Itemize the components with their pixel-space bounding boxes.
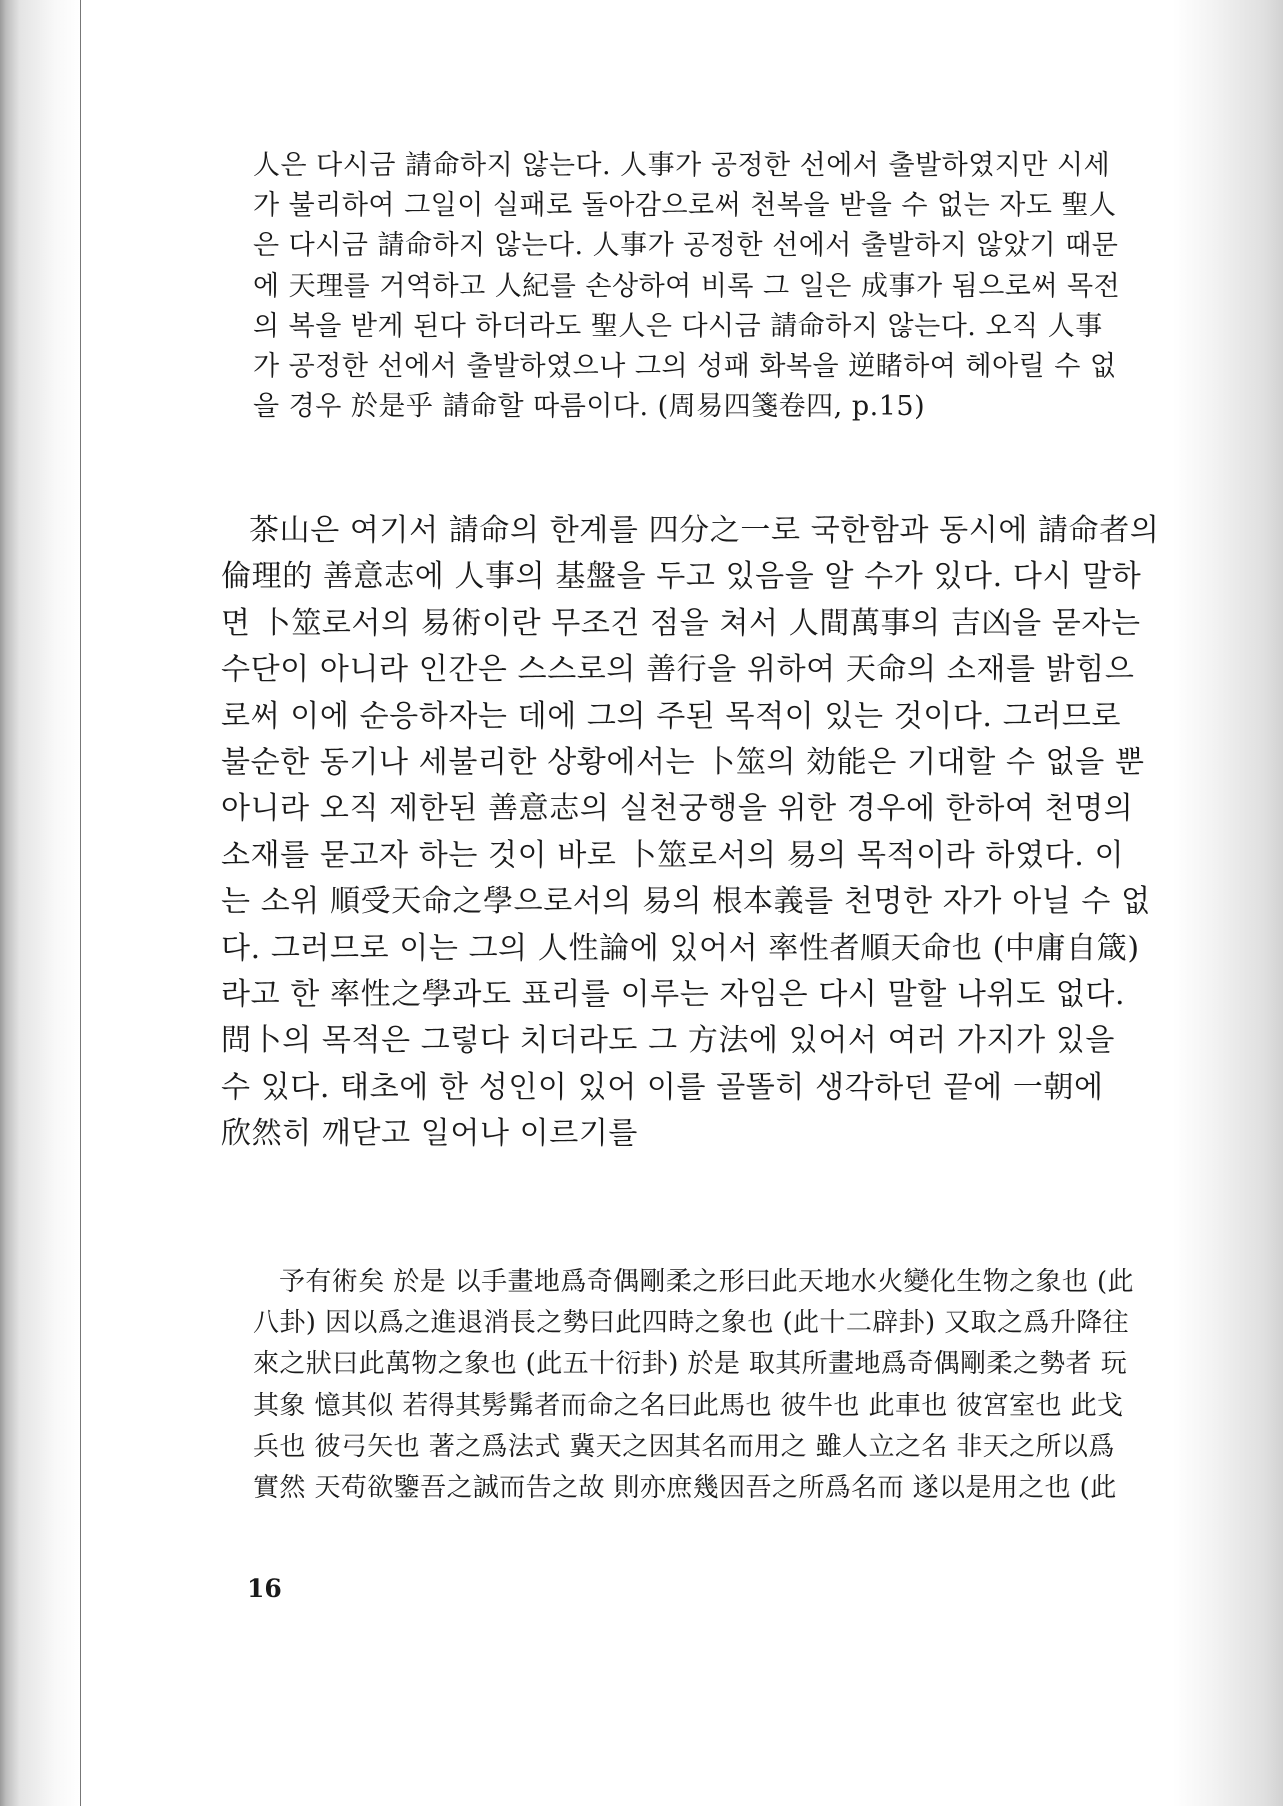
paragraph-line: 茶山은 여기서 請命의 한계를 四分之一로 국한함과 동시에 請命者의 <box>249 513 1160 548</box>
paragraph-line: 欣然히 깨닫고 일어나 이르기를 <box>221 1116 638 1152</box>
paragraph-line: 問卜의 목적은 그렇다 치더라도 그 方法에 있어서 여러 가지가 있을 <box>221 1023 1115 1059</box>
indented-quote-korean <box>253 146 1120 427</box>
quote-line: 에 天理를 거역하고 人紀를 손상하여 비록 그 일은 成事가 됨으로써 목전 <box>253 270 1121 302</box>
quote-line: 가 공정한 선에서 출발하였으나 그의 성패 화복을 逆睹하여 헤아릴 수 없 <box>253 351 1117 383</box>
document-page <box>80 0 1174 1806</box>
paragraph-line: 면 卜筮로서의 易術이란 무조건 점을 쳐서 人間萬事의 吉凶을 묻자는 <box>221 605 1141 641</box>
quote-line: 八卦) 因以爲之進退消長之勢曰此四時之象也 (此十二辟卦) 又取之爲升降往 <box>253 1308 1130 1339</box>
body-paragraph <box>221 508 1159 1158</box>
paragraph-line: 라고 한 率性之學과도 표리를 이루는 자임은 다시 말할 나위도 없다. <box>221 977 1126 1013</box>
quote-line: 來之狀曰此萬物之象也 (此五十衍卦) 於是 取其所畫地爲奇偶剛柔之勢者 玩 <box>253 1349 1128 1380</box>
quote-line: 의 복을 받게 된다 하더라도 聖人은 다시금 請命하지 않는다. 오직 人事 <box>253 310 1103 342</box>
quote-line: 予有術矣 於是 以手畫地爲奇偶剛柔之形曰此天地水火變化生物之象也 (此 <box>279 1267 1134 1297</box>
right-edge-shadow <box>1173 0 1283 1806</box>
binding-gutter-shadow <box>0 0 80 1806</box>
paragraph-line: 아니라 오직 제한된 善意志의 실천궁행을 위한 경우에 한하여 천명의 <box>221 791 1134 827</box>
page-number: 16 <box>247 1574 282 1603</box>
paragraph-line: 불순한 동기나 세불리한 상황에서는 卜筮의 効能은 기대할 수 없을 뿐 <box>221 745 1145 781</box>
paragraph-line: 다. 그러므로 이는 그의 人性論에 있어서 率性者順天命也 (中庸自箴) <box>221 930 1140 966</box>
quote-line: 가 불리하여 그일이 실패로 돌아감으로써 천복을 받을 수 없는 자도 聖人 <box>253 190 1117 222</box>
paragraph-line: 수단이 아니라 인간은 스스로의 善行을 위하여 天命의 소재를 밝힘으 <box>221 652 1135 688</box>
quote-line: 을 경우 於是乎 請命할 따름이다. (周易四箋卷四, p.15) <box>253 391 926 423</box>
quote-line: 人은 다시금 請命하지 않는다. 人事가 공정한 선에서 출발하였지만 시세 <box>253 150 1111 181</box>
paragraph-line: 倫理的 善意志에 人事의 基盤을 두고 있음을 알 수가 있다. 다시 말하 <box>221 559 1142 595</box>
paragraph-line: 는 소위 順受天命之學으로서의 易의 根本義를 천명한 자가 아닐 수 없 <box>221 884 1151 920</box>
quote-line: 은 다시금 請命하지 않는다. 人事가 공정한 선에서 출발하지 않았기 때문 <box>253 230 1119 262</box>
quote-line: 實然 天苟欲鑒吾之誠而告之故 則亦庶幾因吾之所爲名而 遂以是用之也 (此 <box>253 1473 1117 1504</box>
quote-line: 兵也 彼弓矢也 著之爲法式 冀天之因其名而用之 雖人立之名 非天之所以爲 <box>253 1431 1115 1462</box>
quote-line: 其象 憶其似 若得其髣髴者而命之名曰此馬也 彼牛也 此車也 彼宮室也 此戈 <box>253 1390 1124 1421</box>
indented-quote-classical-chinese <box>253 1262 1134 1509</box>
paragraph-line: 로써 이에 순응하자는 데에 그의 주된 목적이 있는 것이다. 그러므로 <box>221 698 1122 734</box>
paragraph-line: 수 있다. 태초에 한 성인이 있어 이를 골똘히 생각하던 끝에 一朝에 <box>221 1069 1104 1105</box>
paragraph-line: 소재를 묻고자 하는 것이 바로 卜筮로서의 易의 목적이라 하였다. 이 <box>221 837 1125 873</box>
